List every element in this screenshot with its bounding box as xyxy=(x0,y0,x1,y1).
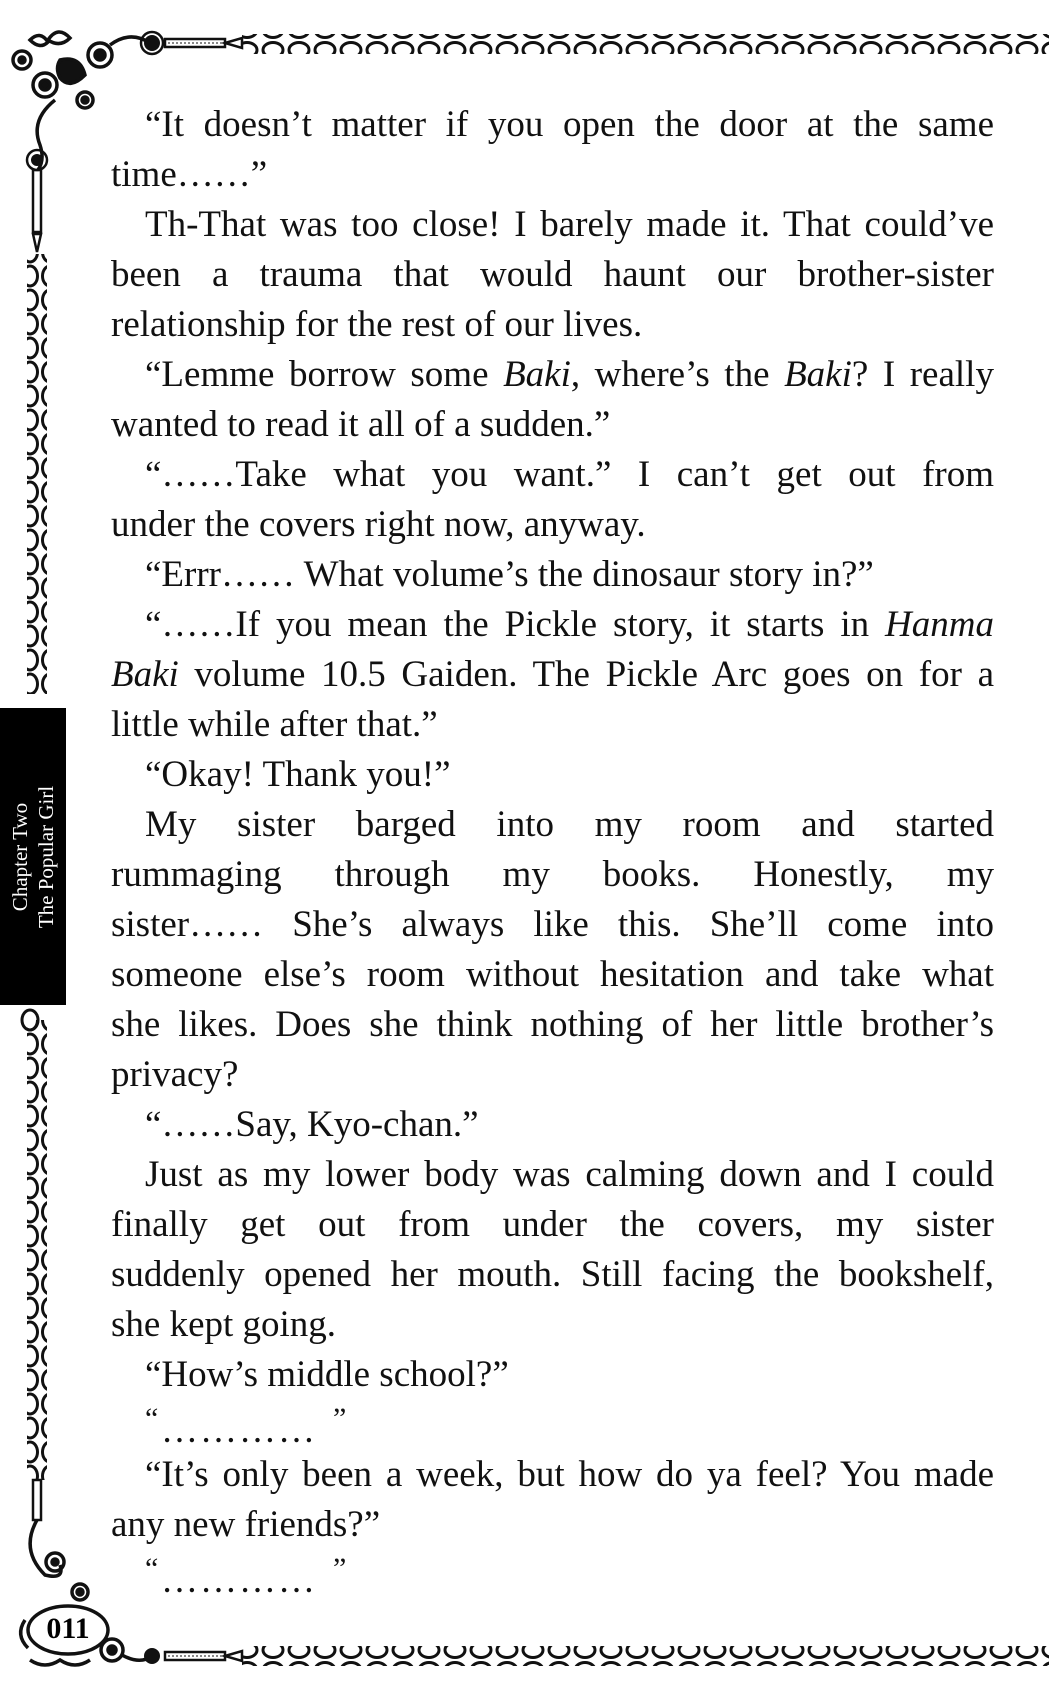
text-line: relationship for the rest of our lives. xyxy=(111,304,643,345)
chapter-number: Chapter Two xyxy=(8,802,32,911)
chapter-side-tab xyxy=(0,708,66,1005)
text-line: Th-That was too close! I barely made it. That could’ve xyxy=(145,204,994,245)
text-line: under the covers right now, anyway. xyxy=(111,504,646,545)
text-line: been a trauma that would haunt our brother-sister xyxy=(111,254,994,295)
ellipsis-dots: ………… xyxy=(161,1410,317,1451)
text-line: suddenly opened her mouth. Still facing the bookshelf, xyxy=(111,1254,994,1295)
text-line xyxy=(111,1550,994,1600)
text-run: ? I really xyxy=(851,354,994,395)
text-line: little while after that.” xyxy=(111,704,438,745)
text-line: finally get out from under the covers, my sister xyxy=(111,1204,994,1245)
chapter-title: The Popular Girl xyxy=(34,785,58,928)
text-line: time……” xyxy=(111,154,268,195)
chapter-tab-label xyxy=(7,785,59,927)
close-quote: ” xyxy=(333,1552,347,1585)
text-line: wanted to read it all of a sudden.” xyxy=(111,404,611,445)
text-line: “……Say, Kyo-chan.” xyxy=(145,1104,479,1145)
text-run: , where’s the xyxy=(570,354,785,395)
text-line xyxy=(111,600,994,650)
text-line: privacy? xyxy=(111,1054,239,1095)
text-line: “It doesn’t matter if you open the door at the same xyxy=(145,104,994,145)
text-line: “……Take what you want.” I can’t get out from xyxy=(145,454,994,495)
text-line: someone else’s room without hesitation and take what xyxy=(111,954,994,995)
text-line: “Errr…… What volume’s the dinosaur story in?” xyxy=(145,554,874,595)
text-line: Just as my lower body was calming down and I could xyxy=(145,1154,994,1195)
text-line: “Okay! Thank you!” xyxy=(145,754,451,795)
text-line: rummaging through my books. Honestly, my xyxy=(111,854,994,895)
page-number: 011 xyxy=(46,1612,90,1645)
ellipsis-dots: ………… xyxy=(161,1560,317,1601)
text-line: sister…… She’s always like this. She’ll come into xyxy=(111,904,994,945)
text-run: “Lemme borrow some xyxy=(145,354,504,395)
text-line: My sister barged into my room and started xyxy=(145,804,994,845)
text-run: volume 10.5 Gaiden. The Pickle Arc goes on for a xyxy=(178,654,994,695)
text-line: she kept going. xyxy=(111,1304,337,1345)
text-line: “How’s middle school?” xyxy=(145,1354,509,1395)
text-run: “……If you mean the Pickle story, it starts in xyxy=(145,604,886,645)
text-line xyxy=(111,350,994,400)
open-quote: “ xyxy=(145,1402,159,1435)
body-text xyxy=(111,100,994,1600)
text-line xyxy=(111,1400,994,1450)
close-quote: ” xyxy=(333,1402,347,1435)
italic-title: Baki xyxy=(111,654,179,695)
text-line: “It’s only been a week, but how do ya feel? You made xyxy=(145,1454,994,1495)
text-line: any new friends?” xyxy=(111,1504,381,1545)
text-line: she likes. Does she think nothing of her little brother’s xyxy=(111,1004,994,1045)
italic-title: Baki xyxy=(784,354,852,395)
open-quote: “ xyxy=(145,1552,159,1585)
italic-title: Baki xyxy=(503,354,571,395)
italic-title: Hanma xyxy=(885,604,994,645)
text-line xyxy=(111,650,994,700)
